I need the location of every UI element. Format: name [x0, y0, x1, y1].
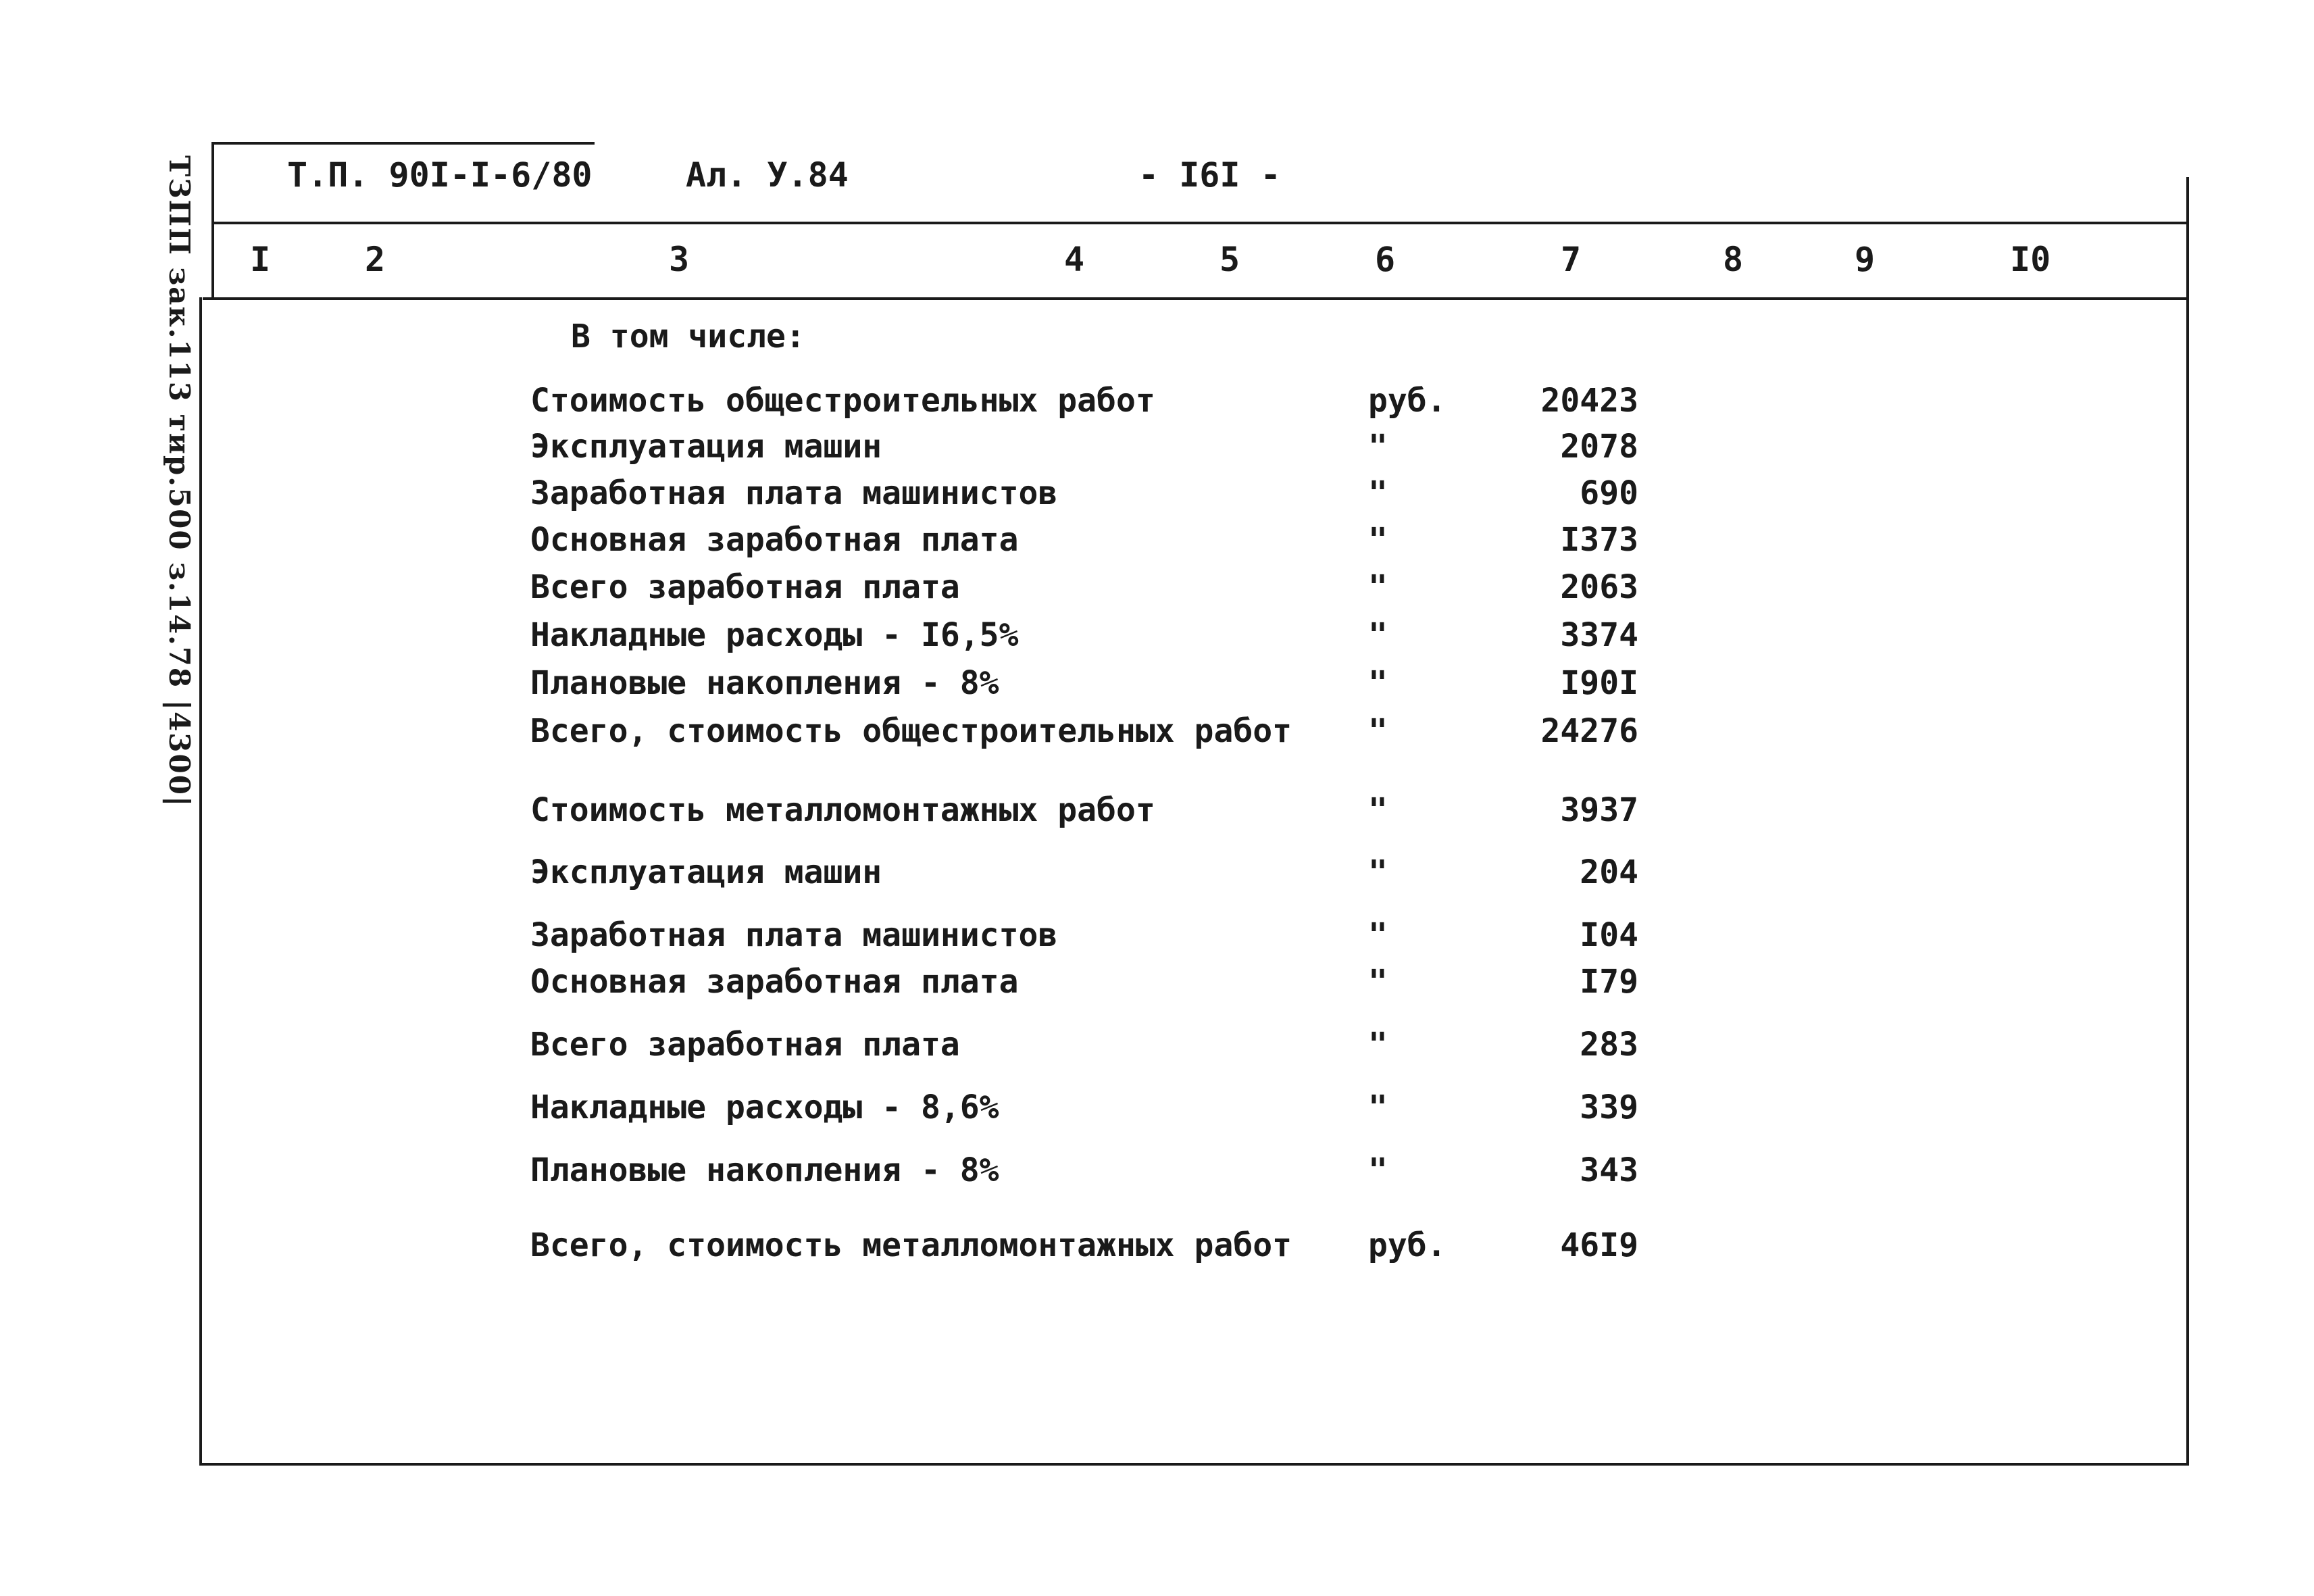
row-unit: " — [1368, 712, 1388, 750]
row-value: 20423 — [1540, 382, 1638, 420]
row-description: Стоимость общестроительных работ — [530, 382, 1155, 420]
row-value: 690 — [1580, 474, 1638, 512]
row-description: Основная заработная плата — [530, 963, 1019, 1001]
column-number-8: 8 — [1723, 240, 1744, 279]
cost-row — [0, 382, 2314, 422]
row-description: Всего заработная плата — [530, 568, 960, 606]
row-value: 46I9 — [1560, 1226, 1638, 1264]
column-header-bottom-line — [203, 297, 2189, 300]
cost-row — [0, 963, 2314, 1003]
cost-row — [0, 791, 2314, 832]
row-unit: " — [1368, 521, 1388, 559]
column-number-9: 9 — [1855, 240, 1876, 279]
cost-row — [0, 1151, 2314, 1192]
row-unit: руб. — [1368, 382, 1447, 420]
row-unit: " — [1368, 1089, 1388, 1126]
row-unit: " — [1368, 568, 1388, 606]
column-number-2: 2 — [365, 240, 386, 279]
row-unit: " — [1368, 428, 1388, 466]
page-number: - I6I - — [1138, 155, 1281, 195]
row-description: Плановые накопления - 8% — [530, 664, 999, 702]
row-description: Всего, стоимость металломонтажных работ — [530, 1226, 1292, 1264]
column-number-5: 5 — [1219, 240, 1240, 279]
cost-row — [0, 568, 2314, 609]
row-description: Основная заработная плата — [530, 521, 1019, 559]
row-description: Заработная плата машинистов — [530, 916, 1058, 954]
row-unit: " — [1368, 853, 1388, 891]
row-description: Заработная плата машинистов — [530, 474, 1058, 512]
row-description: Плановые накопления - 8% — [530, 1151, 999, 1189]
document-code: Т.П. 90I-I-6/80 — [287, 155, 593, 195]
row-value: 283 — [1580, 1026, 1638, 1064]
row-description: Стоимость металломонтажных работ — [530, 791, 1155, 829]
row-value: I90I — [1560, 664, 1638, 702]
row-value: I373 — [1560, 521, 1638, 559]
frame-left-line-upper — [211, 142, 214, 299]
row-description: Эксплуатация машин — [530, 428, 882, 466]
row-unit: " — [1368, 791, 1388, 829]
cost-row — [0, 853, 2314, 894]
row-unit: " — [1368, 963, 1388, 1001]
column-number-3: 3 — [669, 240, 690, 279]
cost-row — [0, 712, 2314, 753]
row-value: 204 — [1580, 853, 1638, 891]
row-value: I04 — [1580, 916, 1638, 954]
row-unit: " — [1368, 1151, 1388, 1189]
row-value: 24276 — [1540, 712, 1638, 750]
row-unit: " — [1368, 474, 1388, 512]
column-number-4: 4 — [1064, 240, 1085, 279]
row-value: 3374 — [1560, 616, 1638, 654]
cost-row — [0, 916, 2314, 957]
frame-bottom-line — [199, 1463, 2189, 1466]
cost-row — [0, 664, 2314, 705]
cost-row — [0, 1026, 2314, 1066]
column-number-7: 7 — [1561, 240, 1582, 279]
row-unit: " — [1368, 916, 1388, 954]
print-stamp: ТЗПП зак.113 тир.500 з.14.78 |4300| — [163, 155, 196, 808]
column-number-6: 6 — [1375, 240, 1396, 279]
row-description: Накладные расходы - I6,5% — [530, 616, 1019, 654]
row-description: Накладные расходы - 8,6% — [530, 1089, 999, 1126]
row-unit: " — [1368, 664, 1388, 702]
row-value: 3937 — [1560, 791, 1638, 829]
row-description: Всего, стоимость общестроительных работ — [530, 712, 1292, 750]
section-intro: В том числе: — [571, 318, 805, 355]
column-header-top-line — [213, 222, 2189, 224]
cost-row — [0, 616, 2314, 657]
row-description: Эксплуатация машин — [530, 853, 882, 891]
row-value: 2063 — [1560, 568, 1638, 606]
row-value: 343 — [1580, 1151, 1638, 1189]
row-description: Всего заработная плата — [530, 1026, 960, 1064]
cost-row — [0, 428, 2314, 468]
row-value: I79 — [1580, 963, 1638, 1001]
row-unit: руб. — [1368, 1226, 1447, 1264]
row-unit: " — [1368, 1026, 1388, 1064]
column-number-1: I — [250, 240, 271, 279]
frame-top-line — [213, 142, 595, 145]
album-number: Ал. У.84 — [686, 155, 849, 195]
cost-row — [0, 1226, 2314, 1267]
cost-row — [0, 521, 2314, 562]
row-value: 2078 — [1560, 428, 1638, 466]
column-number-10: I0 — [2010, 240, 2051, 279]
cost-row — [0, 474, 2314, 515]
row-value: 339 — [1580, 1089, 1638, 1126]
row-unit: " — [1368, 616, 1388, 654]
cost-row — [0, 1089, 2314, 1129]
